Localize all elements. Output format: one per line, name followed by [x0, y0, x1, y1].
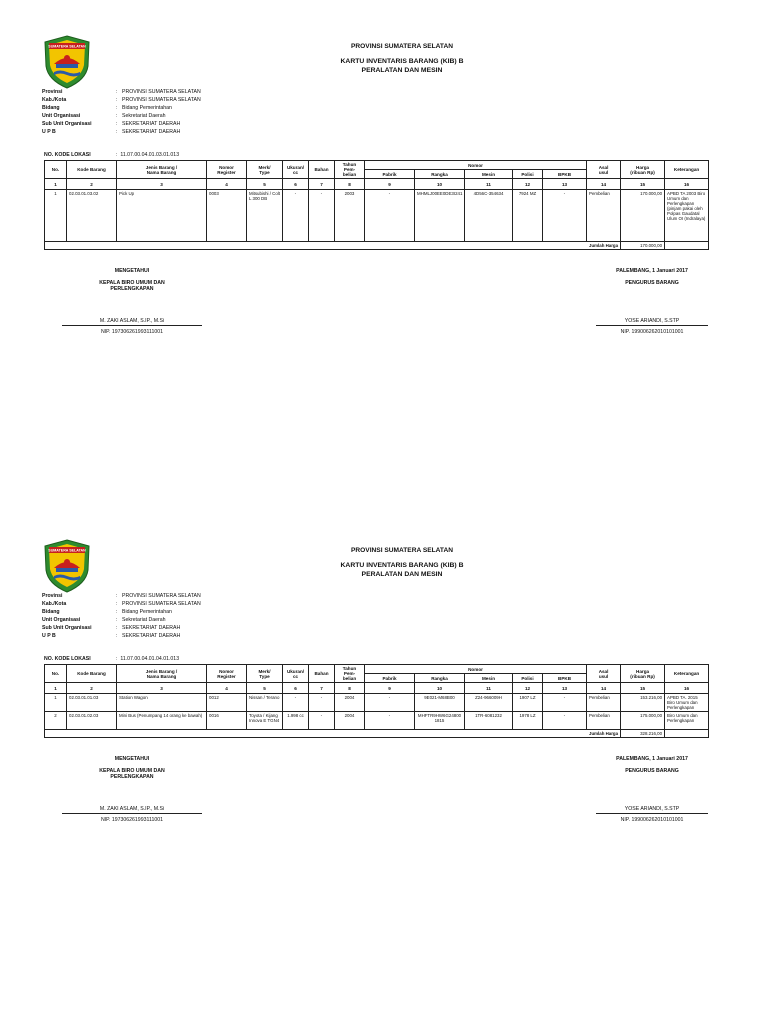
signature-left: MENGETAHUI KEPALA BIRO UMUM DAN PERLENGKAPAN M. ZAKI ASLAM, S.IP., M.Si NIP. 197306261993111001 — [62, 268, 202, 335]
info-row: U P B : SEKRETARIAT DAERAH — [42, 633, 181, 639]
sumsel-emblem-icon — [42, 538, 92, 594]
signer-nip: NIP. 197306261993111001 — [100, 329, 164, 335]
total-row: Jumlah Harga 328.216,00 — [45, 730, 709, 738]
info-row: Sub Unit Organisasi : SEKRETARIAT DAERAH — [42, 625, 181, 631]
info-row: Provinsi : PROVINSI SUMATERA SELATAN — [42, 89, 201, 95]
table-subheader-row: Pabrik Rangka Mesin Polisi BPKB — [45, 674, 709, 683]
svg-text:SUMATERA SELATAN: SUMATERA SELATAN — [48, 44, 86, 49]
info-row: Sub Unit Organisasi : SEKRETARIAT DAERAH — [42, 121, 181, 127]
svg-text:SUMATERA SELATAN: SUMATERA SELATAN — [48, 548, 86, 553]
info-block — [42, 88, 201, 136]
sumsel-emblem-icon — [42, 34, 92, 90]
info-row: Bidang : Bidang Pemerintahan — [42, 609, 172, 615]
info-block — [42, 592, 201, 640]
card-title-block — [182, 561, 622, 579]
signer-nip: NIP. 199006262010101001 — [620, 329, 684, 335]
inventory-table — [44, 160, 709, 250]
table-row: 1 02.03.01.01.03 Station Wagon 0012 Nissan / Terano - - 2004 - 9E021-M68B00 Z24-966009H 1907 LZ - Pembelian 153.216,00 APBD TA. 2015 Biro Umum dan Perlengkapan — [45, 694, 709, 712]
signer-name: M. ZAKI ASLAM, S.IP., M.Si — [62, 318, 202, 326]
province-title: PROVINSI SUMATERA SELATAN — [351, 547, 453, 554]
inventory-table — [44, 664, 709, 738]
signature-date: PALEMBANG, 1 Januari 2017 — [616, 756, 688, 762]
table-header-row: No. Kode Barang Jenis Barang / Nama Barang Nomor Register Merk/ Type Ukuran/ cc Bahan Tahun Pem- belian Nomor Asal usul Harga (ribuan Rp) Keterangan — [45, 665, 709, 674]
info-row: Kab./Kota : PROVINSI SUMATERA SELATAN — [42, 601, 201, 607]
card-title: KARTU INVENTARIS BARANG (KIB) B — [340, 562, 464, 569]
card-subtitle: PERALATAN DAN MESIN — [361, 571, 443, 578]
province-title: PROVINSI SUMATERA SELATAN — [351, 43, 453, 50]
info-row: Bidang : Bidang Pemerintahan — [42, 105, 172, 111]
card-subtitle: PERALATAN DAN MESIN — [361, 67, 443, 74]
signer-name: YOSE ARIANDI, S.STP — [596, 806, 708, 814]
info-row: Unit Organisasi : Sekretariat Daerah — [42, 617, 166, 623]
info-row: Kab./Kota : PROVINSI SUMATERA SELATAN — [42, 97, 201, 103]
signature-right: PALEMBANG, 1 Januari 2017 PENGURUS BARANG YOSE ARIANDI, S.STP NIP. 199006262010101001 — [596, 756, 708, 823]
info-row: Provinsi : PROVINSI SUMATERA SELATAN — [42, 593, 201, 599]
kode-lokasi: NO. KODE LOKASI : 11.07.00.04.01.04.01.013 — [44, 656, 180, 662]
info-row: U P B : SEKRETARIAT DAERAH — [42, 129, 181, 135]
signer-nip: NIP. 197306261993111001 — [100, 817, 164, 823]
signature-right: PALEMBANG, 1 Januari 2017 PENGURUS BARANG YOSE ARIANDI, S.STP NIP. 199006262010101001 — [596, 268, 708, 335]
total-row: Jumlah Harga 170.000,00 — [45, 242, 709, 250]
table-row: 2 02.03.01.02.03 Mini Bus (Penumpang 14 orang ke bawah) 0016 Toyota / Kijang Innova E TGN4 1.998 cc - 2004 - MHFTR9HW6G24800 1815 1TR-6081232 1978 LZ - Pembelian 175.000,00 Biro Umum dan Perlengkapan — [45, 712, 709, 730]
kib-document-1 — [42, 34, 708, 344]
kib-document-2 — [42, 538, 708, 848]
signer-name: M. ZAKI ASLAM, S.IP., M.Si — [62, 806, 202, 814]
column-number-row: 1 2 3 4 5 6 7 8 9 10 11 12 13 14 15 16 — [45, 179, 709, 190]
table-subheader-row: Pabrik Rangka Mesin Polisi BPKB — [45, 170, 709, 179]
table-header-row: No. Kode Barang Jenis Barang / Nama Barang Nomor Register Merk/ Type Ukuran/ cc Bahan Tahun Pem- belian Nomor Asal usul Harga (ribuan Rp) Keterangan — [45, 161, 709, 170]
signer-name: YOSE ARIANDI, S.STP — [596, 318, 708, 326]
card-title-block — [182, 57, 622, 75]
signer-nip: NIP. 199006262010101001 — [620, 817, 684, 823]
card-title: KARTU INVENTARIS BARANG (KIB) B — [340, 58, 464, 65]
signature-left: MENGETAHUI KEPALA BIRO UMUM DAN PERLENGKAPAN M. ZAKI ASLAM, S.IP., M.Si NIP. 197306261993111001 — [62, 756, 202, 823]
kode-lokasi: NO. KODE LOKASI : 11.07.00.04.01.03.01.013 — [44, 152, 180, 158]
info-row: Unit Organisasi : Sekretariat Daerah — [42, 113, 166, 119]
table-row: 1 02.03.01.03.02 Pick Up 0003 Mitsubishi / Colt L 300 DB - - 2003 - MHMLJ00EE0DE3I241 4D56C-354634 7924 MZ - Pembelian 170.000,00 APBD TA 2003 Biro Umum dan Perlengkapan (pinjam pakai oleh Polpas Gaudatal Ulum OI (Indralaya) — [45, 190, 709, 242]
signature-date: PALEMBANG, 1 Januari 2017 — [616, 268, 688, 274]
column-number-row: 1 2 3 4 5 6 7 8 9 10 11 12 13 14 15 16 — [45, 683, 709, 694]
